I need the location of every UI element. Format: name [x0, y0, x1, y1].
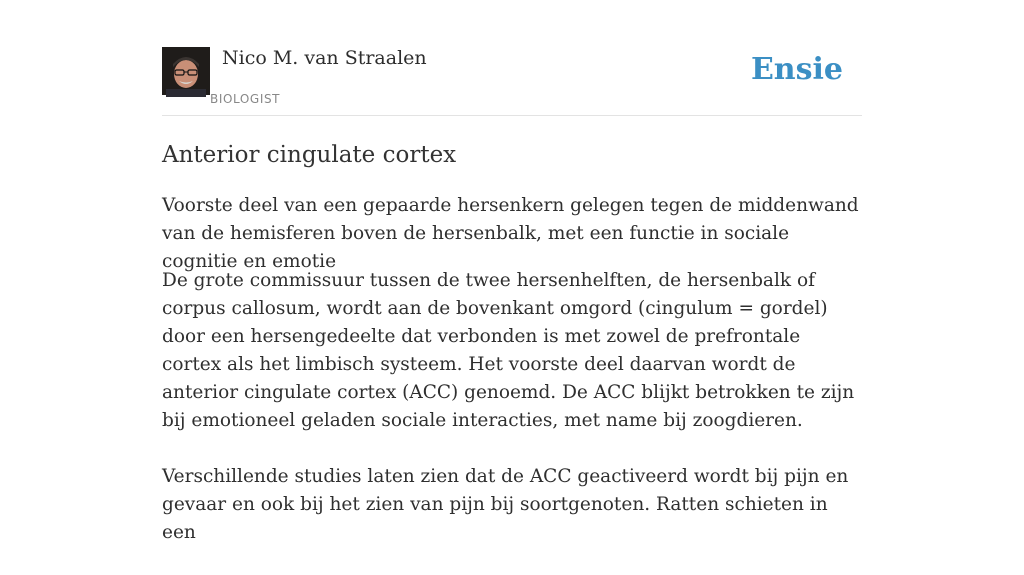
author-name[interactable]: Nico M. van Straalen — [222, 47, 427, 69]
article-title: Anterior cingulate cortex — [162, 142, 457, 168]
body-paragraph: De grote commissuur tussen de twee hersenhelften, de hersenbalk of corpus callosum, wordt aan de bovenkant omgord (cingulum = gordel) door een hersengedeelte dat verbonden is met zowel de prefrontale cortex als het limbisch systeem. Het voorste deel daarvan wordt de anterior cingulate cortex (ACC) genoemd. De ACC blijkt betrokken te zijn bij emotioneel geladen sociale interacties, met name bij zoogdieren. — [162, 270, 855, 431]
brand-logo[interactable]: Ensie — [750, 52, 843, 87]
body-paragraph: Verschillende studies laten zien dat de ACC geactiveerd wordt bij pijn en gevaar en ook bij het zien van pijn bij soortgenoten. Ratten schieten in een — [162, 466, 849, 543]
author-role: BIOLOGIST — [210, 92, 281, 106]
author-avatar[interactable] — [162, 47, 210, 95]
avatar-portrait-icon — [162, 47, 210, 95]
article-summary: Voorste deel van een gepaarde hersenkern gelegen tegen de middenwand van de hemisferen boven de hersenbalk, met een functie in sociale cognitie en emotie — [162, 195, 859, 272]
article-container — [162, 0, 862, 543]
author-header — [162, 0, 862, 116]
article-body — [162, 267, 862, 575]
